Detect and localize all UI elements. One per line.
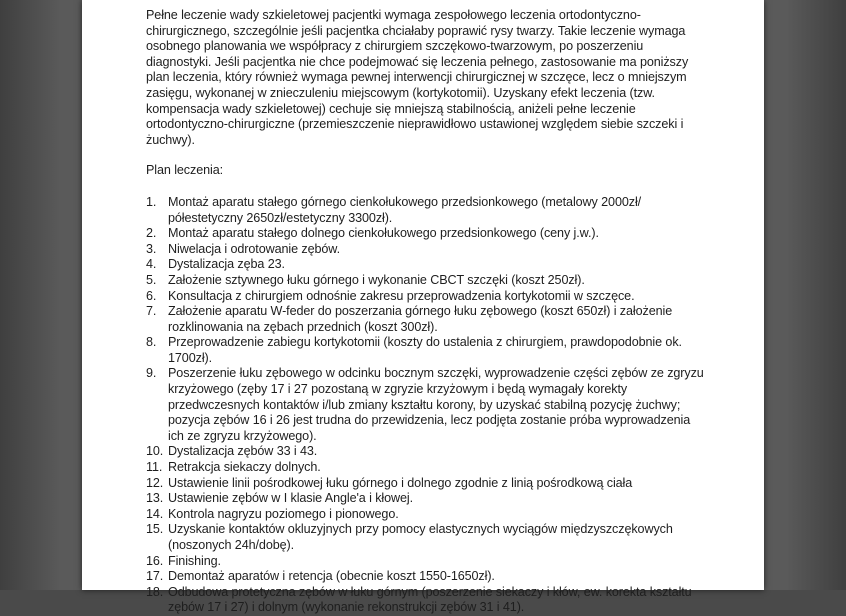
item-text: Uzyskanie kontaktów okluzyjnych przy pomocy elastycznych wyciągów międzyszczękowych (noszonych 24h/dobę).: [168, 522, 673, 552]
item-number: 4.: [146, 257, 157, 272]
list-item: [146, 460, 706, 476]
list-item: [146, 476, 706, 492]
document-page: [82, 0, 764, 615]
item-text: Niwelacja i odrotowanie zębów.: [168, 241, 341, 256]
item-number: 1.: [146, 194, 157, 209]
item-text: Ustawienie linii pośrodkowej łuku górnego i dolnego zgodnie z linią pośrodkową ciała: [168, 475, 633, 490]
item-number: 9.: [146, 366, 157, 381]
list-item: [146, 507, 706, 523]
list-item: [146, 444, 706, 460]
list-item: [146, 257, 706, 273]
item-text: Ustawienie zębów w I klasie Angle'a i kłowej.: [168, 491, 414, 506]
list-item: [146, 585, 706, 616]
item-number: 11.: [146, 460, 163, 475]
intro-paragraph: Pełne leczenie wady szkieletowej pacjentki wymaga zespołowego leczenia ortodontyczno-chirurgicznego, szczególnie jeśli pacjentka chciałaby poprawić rysy twarzy. Takie leczenie wymaga osobnego planowania we współpracy z chirurgiem szczękowo-twarzowym, po poszerzeniu diagnostyki. Jeśli pacjentka nie chce podejmować się leczenia pełnego, zastosowanie ma poniższy plan leczenia, który również wymaga pewnej interwencji chirurgicznej w szczęce, lecz o mniejszym zasięgu, wykonanej w znieczuleniu miejscowym (kortykotomii). Uzyskany efekt leczenia (tzw. kompensacja wady szkieletowej) cechuje się mniejszą stabilnością, aniżeli pełne leczenie ortodontyczno-chirurgiczne (przemieszczenie nieprawidłowo ustawionej względem siebie szczeki i żuchwy).: [146, 8, 689, 147]
page-content: [146, 8, 706, 616]
plan-heading: Plan leczenia:: [146, 163, 224, 178]
item-number: 7.: [146, 304, 157, 319]
item-number: 6.: [146, 288, 157, 303]
item-number: 15.: [146, 522, 164, 537]
item-text: Dystalizacja zębów 33 i 43.: [168, 444, 318, 459]
item-text: Montaż aparatu stałego dolnego cienkołukowego przedsionkowego (ceny j.w.).: [168, 226, 599, 241]
list-item: [146, 335, 706, 366]
item-number: 18.: [146, 584, 164, 599]
list-item: [146, 522, 706, 553]
item-number: 5.: [146, 272, 157, 287]
item-text: Założenie sztywnego łuku górnego i wykonanie CBCT szczęki (koszt 250zł).: [168, 272, 585, 287]
list-item: [146, 366, 706, 444]
list-item: [146, 289, 706, 305]
item-text: Retrakcja siekaczy dolnych.: [168, 460, 321, 475]
item-text: Założenie aparatu W-feder do poszerzania górnego łuku zębowego (koszt 650zł) i założenie rozklinowania na zębach przednich (koszt 300zł).: [168, 304, 673, 334]
list-item: [146, 491, 706, 507]
item-number: 16.: [146, 553, 164, 568]
item-text: Demontaż aparatów i retencja (obecnie koszt 1550-1650zł).: [168, 569, 495, 584]
item-text: Przeprowadzenie zabiegu kortykotomii (koszty do ustalenia z chirurgiem, prawdopodobnie ok. 1700zł).: [168, 335, 682, 365]
item-text: Poszerzenie łuku zębowego w odcinku bocznym szczęki, wyprowadzenie części zębów ze zgryzu krzyżowego (zęby 17 i 27 pozostaną w zgryzie krzyżowym i będą wymagały korekty przedwczesnych kontaktów i/lub zmiany kształtu korony, by uzyskać stabilną pozycję żuchwy; pozycja zębów 16 i 26 jest trudna do przewidzenia, lecz podjęta zostanie próba wyprowadzenia ich ze zgryzu krzyżowego).: [168, 366, 704, 443]
item-text: Montaż aparatu stałego górnego cienkołukowego przedsionkowego (metalowy 2000zł/ półestetyczny 2650zł/estetyczny 3300zł).: [168, 194, 642, 225]
item-number: 17.: [146, 569, 164, 584]
list-item: [146, 242, 706, 258]
item-number: 14.: [146, 506, 164, 521]
list-item: [146, 554, 706, 570]
item-text: Dystalizacja zęba 23.: [168, 257, 285, 272]
treatment-plan-list: [146, 195, 706, 616]
list-item: [146, 273, 706, 289]
list-item: [146, 226, 706, 242]
item-number: 3.: [146, 241, 157, 256]
item-text: Kontrola nagryzu poziomego i pionowego.: [168, 506, 399, 521]
item-number: 8.: [146, 335, 157, 350]
list-item: [146, 304, 706, 335]
item-number: 12.: [146, 475, 164, 490]
list-item: [146, 569, 706, 585]
item-text: Finishing.: [168, 553, 221, 568]
item-number: 10.: [146, 444, 164, 459]
item-text: Odbudowa protetyczna zębów w łuku górnym (poszerzenie siekaczy i kłów, ew. korekta kształtu zębów 17 i 27) i dolnym (wykonanie rekonstrukcji zębów 31 i 41).: [168, 584, 692, 615]
item-text: Konsultacja z chirurgiem odnośnie zakresu przeprowadzenia kortykotomii w szczęce.: [168, 288, 635, 303]
item-number: 2.: [146, 226, 157, 241]
item-number: 13.: [146, 491, 164, 506]
list-item: [146, 195, 706, 226]
